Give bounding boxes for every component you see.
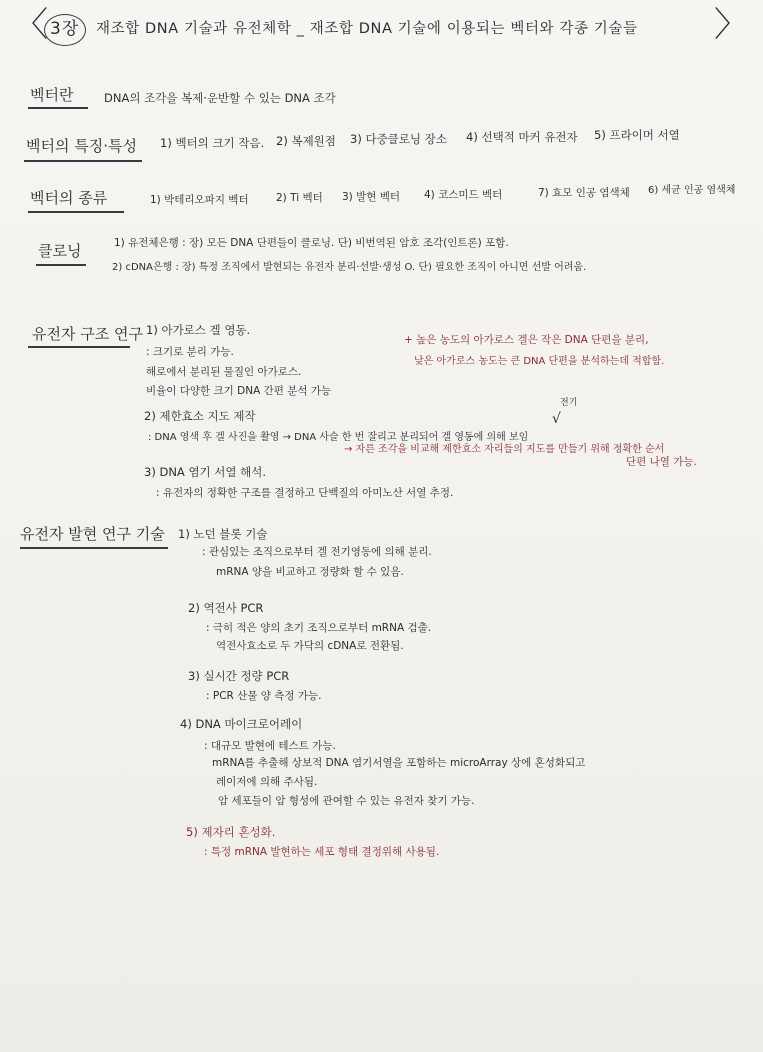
cloning-line-1: 1) 유전체은행 : 장) 모든 DNA 단편들이 클로닝. 단) 비번역된 암호 조각(인트론) 포함. — [114, 237, 509, 249]
vector-def-text: DNA의 조각을 복제·운반할 수 있는 DNA 조각 — [104, 91, 336, 105]
ge-item5-title: 5) 제자리 혼성화. — [186, 825, 276, 839]
gs-item3-title: 3) DNA 염기 서열 해석. — [144, 465, 267, 479]
vector-type-2: 2) Ti 벡터 — [276, 192, 323, 204]
insert-mark-icon: √ — [552, 411, 561, 427]
right-angle-bracket: 〉 — [714, 5, 748, 45]
gs-item2-superscript: 전기 — [560, 398, 578, 408]
chapter-label: 3장 — [50, 19, 80, 39]
vector-type-1: 1) 박테리오파지 벡터 — [150, 194, 249, 206]
ge-item2-line-2: 역전사효소로 두 가닥의 cDNA로 전환됨. — [216, 640, 404, 652]
gs-item1-title: 1) 아가로스 겔 영동. — [146, 323, 251, 337]
gs-note-line-1: + 높은 농도의 아가로스 겔은 작은 DNA 단편을 분리, — [404, 334, 649, 346]
vector-trait-5: 5) 프라이머 서열 — [594, 128, 680, 142]
gs-item2-title: 2) 제한효소 지도 제작 — [144, 409, 256, 423]
ge-item4-line-3: 레이저에 의해 주사됨. — [216, 776, 318, 788]
gene-expression-underline — [20, 547, 168, 549]
cloning-line-2: 2) cDNA은행 : 장) 특정 조직에서 발현되는 유전자 분리·선발·생성 O. 단) 필요한 조직이 아니면 선발 어려움. — [112, 262, 587, 273]
vector-trait-1: 1) 벡터의 크기 작음. — [160, 136, 265, 150]
gene-structure-underline — [28, 346, 130, 348]
vector-type-5: 7) 효모 인공 염색체 — [538, 187, 630, 199]
page-title: 재조합 DNA 기술과 유전체학 _ 재조합 DNA 기술에 이용되는 벡터와 각종 기술들 — [96, 21, 638, 37]
vector-def-heading: 벡터란 — [30, 86, 74, 104]
gs-item3-line: : 유전자의 정확한 구조를 결정하고 단백질의 아미노산 서열 추정. — [156, 487, 454, 499]
cloning-underline — [36, 264, 86, 266]
left-angle-bracket: 〈 — [14, 5, 48, 45]
vector-type-3: 3) 발현 벡터 — [342, 191, 401, 203]
gs-item2-line-1: : DNA 영색 후 겔 사진을 촬영 → DNA 사슬 한 번 잘리고 분리되어 겔 영동에 의해 보임 — [148, 432, 529, 443]
ge-item4-title: 4) DNA 마이크로어레이 — [180, 717, 303, 731]
gs-note-line-2: 낮은 아가로스 농도는 큰 DNA 단편을 분석하는데 적합함. — [414, 356, 665, 367]
ge-item3-line-1: : PCR 산물 양 측정 가능. — [206, 690, 322, 702]
vector-types-heading: 벡터의 종류 — [30, 189, 108, 207]
ge-item4-line-1: : 대규모 발현에 테스트 가능. — [204, 740, 336, 752]
vector-type-4: 4) 코스미드 벡터 — [424, 189, 503, 201]
ge-item3-title: 3) 실시간 정량 PCR — [188, 669, 290, 683]
gs-item1-line-2: 해로에서 분리된 물질인 아가로스. — [146, 366, 302, 378]
ge-item2-title: 2) 역전사 PCR — [188, 601, 264, 615]
gs-item2-line-3: 단편 나열 가능. — [626, 456, 697, 468]
vector-trait-3: 3) 다중클로닝 장소 — [350, 132, 447, 146]
gene-structure-heading: 유전자 구조 연구 — [32, 325, 143, 343]
ge-item4-line-4: 암 세포들이 암 형성에 관여할 수 있는 유전자 찾기 가능. — [218, 795, 475, 807]
vector-traits-heading: 벡터의 특징·특성 — [26, 137, 137, 155]
gs-item2-line-2: → 자른 조각을 비교해 제한효소 자리들의 지도를 만들기 위해 정확한 순서 — [344, 444, 665, 455]
gs-item1-line-3: 비율이 다양한 크기 DNA 간편 분석 가능 — [146, 385, 332, 397]
gene-expression-heading: 유전자 발현 연구 기술 — [20, 525, 165, 543]
vector-types-underline — [28, 211, 124, 213]
ge-item4-line-2: mRNA를 추출해 상보적 DNA 염기서열을 포함하는 microArray 상에 혼성화되고 — [212, 757, 586, 769]
vector-trait-2: 2) 복제원점 — [276, 134, 336, 148]
ge-item5-line: : 특정 mRNA 발현하는 세포 형태 결정위해 사용됨. — [204, 846, 440, 858]
ge-item1-title: 1) 노던 블롯 기술 — [178, 527, 268, 541]
cloning-heading: 클로닝 — [38, 242, 82, 260]
vector-def-underline — [28, 107, 88, 109]
gs-item1-line-1: : 크기로 분리 가능. — [146, 346, 234, 358]
ge-item1-line-2: mRNA 양을 비교하고 정량화 할 수 있음. — [216, 566, 404, 578]
vector-trait-4: 4) 선택적 마커 유전자 — [466, 130, 578, 144]
ge-item1-line-1: : 관심있는 조직으로부터 겔 전기영동에 의해 분리. — [202, 546, 432, 558]
ge-item2-line-1: : 극히 적은 양의 초기 조직으로부터 mRNA 검출. — [206, 622, 432, 634]
vector-type-6: 6) 세균 인공 염색체 — [648, 185, 736, 196]
vector-traits-underline — [24, 160, 142, 162]
